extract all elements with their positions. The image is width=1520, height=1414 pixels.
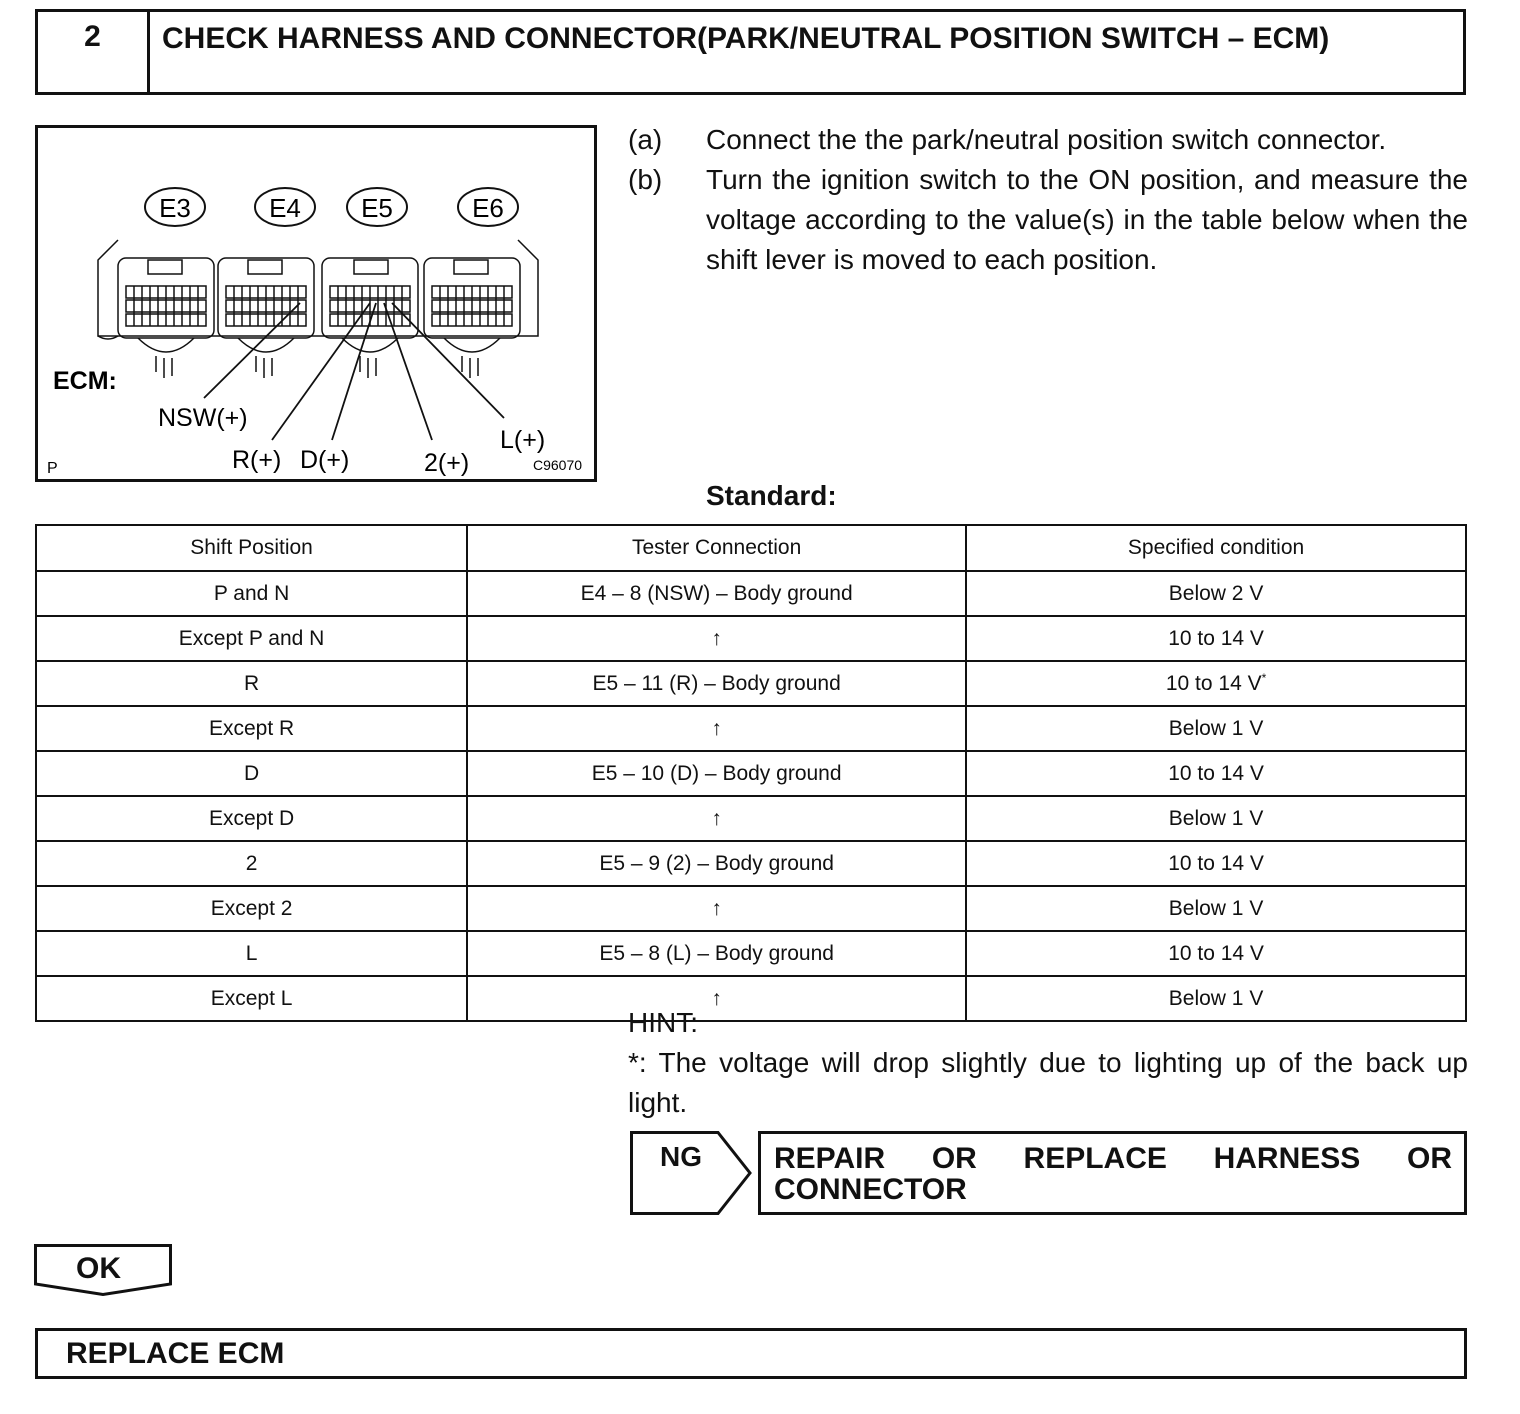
pin-label-nsw: NSW(+)	[158, 404, 248, 432]
spec-table	[35, 524, 1467, 1022]
cell-shift-position: 2	[36, 841, 467, 886]
pin-label-d: D(+)	[300, 446, 350, 474]
cell-shift-position: Except D	[36, 796, 467, 841]
svg-text:E6: E6	[472, 193, 504, 223]
cell-specified-condition: 10 to 14 V	[966, 751, 1466, 796]
table-row	[36, 661, 1466, 706]
cell-shift-position: R	[36, 661, 467, 706]
table-row	[36, 886, 1466, 931]
pin-label-r: R(+)	[232, 446, 282, 474]
cell-shift-position: D	[36, 751, 467, 796]
footnote-marker: *	[1261, 671, 1267, 685]
table-header-row	[36, 525, 1466, 571]
instruction-text: Turn the ignition switch to the ON position, and measure the voltage according to the value(s) in the table below when the shift lever is moved to each position.	[706, 164, 1468, 275]
ng-branch-tab	[630, 1131, 752, 1215]
cell-tester-connection: ↑	[467, 976, 966, 1021]
figure-code: C96070	[533, 457, 583, 473]
step-title: CHECK HARNESS AND CONNECTOR(PARK/NEUTRAL POSITION SWITCH – ECM)	[162, 22, 1330, 55]
ok-branch-tab	[34, 1244, 172, 1296]
ng-action-box: REPAIR OR REPLACE HARNESS OR CONNECTOR	[758, 1131, 1467, 1215]
cell-shift-position: Except R	[36, 706, 467, 751]
ok-label: OK	[76, 1252, 121, 1285]
cell-specified-condition: 10 to 14 V	[966, 841, 1466, 886]
connector-callout-e3	[145, 188, 205, 226]
cell-tester-connection: ↑	[467, 706, 966, 751]
table-row	[36, 841, 1466, 886]
cell-tester-connection: ↑	[467, 796, 966, 841]
connector-callout-e5	[347, 188, 407, 226]
svg-text:E3: E3	[159, 193, 191, 223]
instruction-item	[628, 160, 1468, 280]
svg-text:E5: E5	[361, 193, 393, 223]
cell-specified-condition: Below 1 V	[966, 886, 1466, 931]
connector-callout-e6	[458, 188, 518, 226]
cell-shift-position: L	[36, 931, 467, 976]
instruction-letter: (b)	[628, 164, 663, 195]
hint-section	[628, 1003, 1468, 1123]
column-header-shift-position: Shift Position	[36, 525, 467, 571]
instruction-letter: (a)	[628, 124, 663, 155]
svg-text:E4: E4	[269, 193, 301, 223]
cell-shift-position: P and N	[36, 571, 467, 616]
cell-specified-condition: Below 2 V	[966, 571, 1466, 616]
column-header-specified-condition: Specified condition	[966, 525, 1466, 571]
table-row	[36, 796, 1466, 841]
step-number: 2	[38, 12, 150, 92]
connector-callout-e4	[255, 188, 315, 226]
figure-corner-letter: P	[47, 460, 58, 477]
cell-tester-connection: E5 – 10 (D) – Body ground	[467, 751, 966, 796]
table-row	[36, 571, 1466, 616]
ecm-label: ECM:	[53, 367, 117, 395]
column-header-tester-connection: Tester Connection	[467, 525, 966, 571]
pin-label-l: L(+)	[500, 426, 546, 454]
cell-specified-condition: Below 1 V	[966, 796, 1466, 841]
cell-tester-connection: E5 – 11 (R) – Body ground	[467, 661, 966, 706]
table-row	[36, 706, 1466, 751]
cell-specified-condition: 10 to 14 V	[966, 931, 1466, 976]
ng-label: NG	[660, 1141, 702, 1172]
cell-tester-connection: ↑	[467, 886, 966, 931]
cell-tester-connection: E5 – 9 (2) – Body ground	[467, 841, 966, 886]
hint-note: *: The voltage will drop slightly due to lighting up of the back up light.	[628, 1047, 1468, 1118]
instruction-item	[628, 120, 1468, 160]
instructions	[628, 120, 1468, 280]
cell-tester-connection: E5 – 8 (L) – Body ground	[467, 931, 966, 976]
hint-label: HINT:	[628, 1007, 698, 1038]
table-row	[36, 931, 1466, 976]
cell-shift-position: Except L	[36, 976, 467, 1021]
cell-specified-condition: Below 1 V	[966, 706, 1466, 751]
table-row	[36, 616, 1466, 661]
replace-ecm-box: REPLACE ECM	[35, 1328, 1467, 1379]
cell-tester-connection: E4 – 8 (NSW) – Body ground	[467, 571, 966, 616]
ecm-connector-drawing	[38, 128, 594, 479]
cell-tester-connection: ↑	[467, 616, 966, 661]
cell-shift-position: Except 2	[36, 886, 467, 931]
condition-value: 10 to 14 V	[1165, 672, 1262, 695]
cell-specified-condition: Below 1 V	[966, 976, 1466, 1021]
cell-shift-position: Except P and N	[36, 616, 467, 661]
step-header	[35, 9, 1466, 95]
ecm-body	[98, 240, 538, 378]
ecm-connector-figure	[35, 125, 597, 482]
instruction-text: Connect the the park/neutral position switch connector.	[706, 124, 1387, 155]
cell-specified-condition: 10 to 14 V	[966, 616, 1466, 661]
standard-label: Standard:	[706, 480, 837, 511]
cell-specified-condition	[966, 661, 1466, 706]
table-row	[36, 751, 1466, 796]
pin-label-2: 2(+)	[424, 449, 470, 477]
